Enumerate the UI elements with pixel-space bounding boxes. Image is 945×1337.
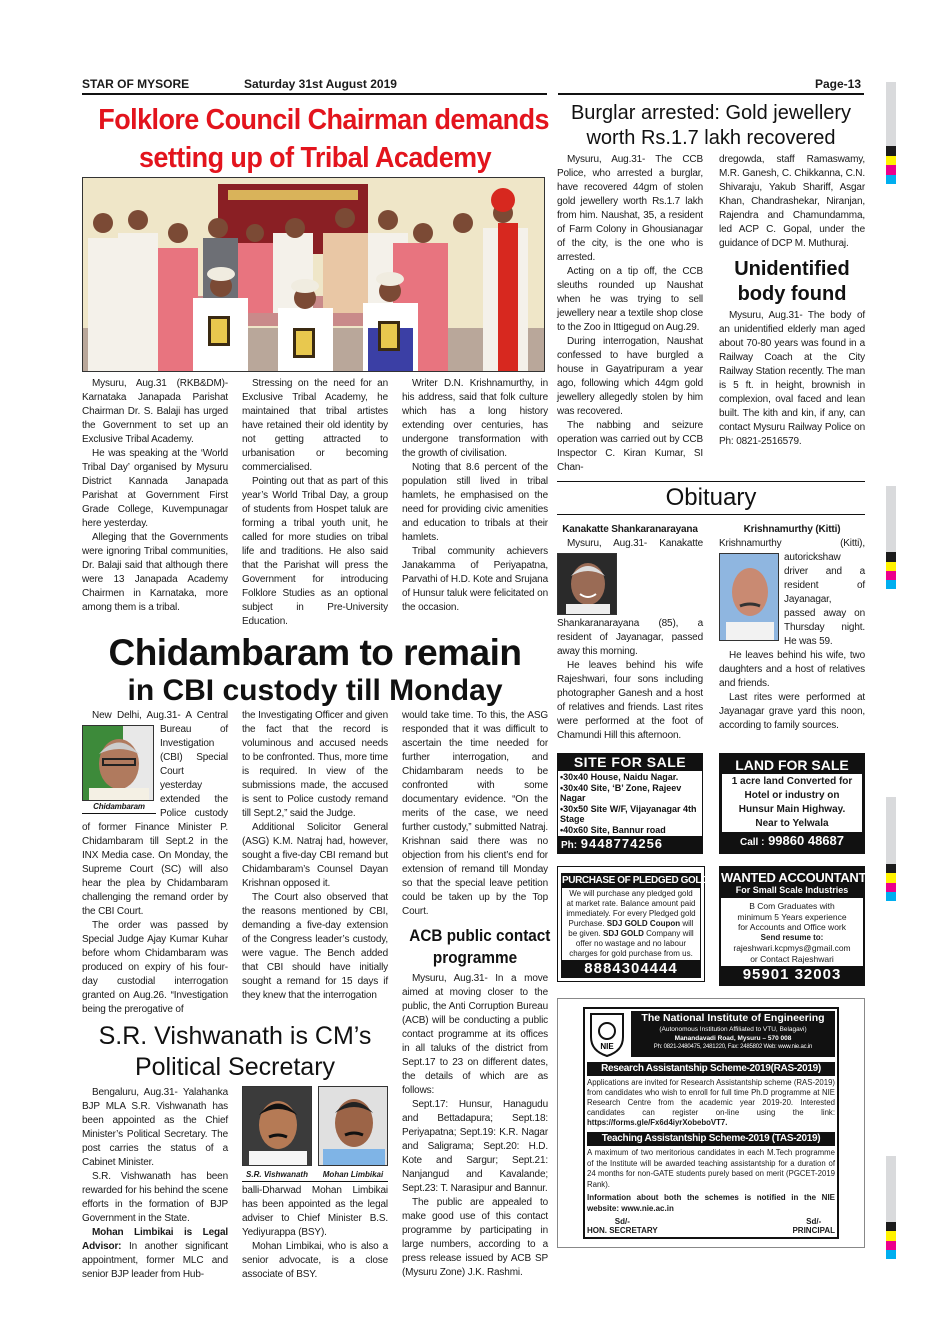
chidambaram-headline-line1: Chidambaram to remain <box>108 632 522 673</box>
paragraph: S.R. Vishwanath has been rewarded for his behind the scene efforts in the formation of BJP Government in the State. <box>82 1171 228 1224</box>
nie-ad-frame <box>583 1007 839 1239</box>
acb-headline-line1: ACB public contact <box>409 926 551 945</box>
nie-ras-title: Research Assistantship Scheme-2019(RAS-2019) <box>587 1062 835 1076</box>
folklore-headline-line1: Folklore Council Chairman demands <box>98 104 549 136</box>
vishwanath-photos <box>242 1086 388 1181</box>
obituary-name: Krishnamurthy (Kitti) <box>743 524 841 535</box>
chidambaram-photo <box>82 725 154 801</box>
svg-text:NIE: NIE <box>600 1042 614 1051</box>
folklore-headline-line2: setting up of Tribal Academy <box>138 142 492 174</box>
nie-ras-text: Applications are invited for Research Assistantship scheme (RAS-2019) from candidates who wish to enroll for full time Ph.D programme at NIE Research Centre from the academic year 2019-20. Interested candidates can register on-line using the link: https://forms.gle/Fx6d4iyrXobeboVT7. <box>587 1078 835 1127</box>
paragraph: Alleging that the Governments were ignoring Tribal communities, Dr. Balaji said that although there were 13 Janapada Academy Chairmen in Karnataka, more among them is a tribal. <box>82 532 228 613</box>
obituary-entries <box>557 523 865 743</box>
ad-item: •30x40 House, Naidu Nagar. <box>560 772 679 782</box>
paragraph: Writer D.N. Krishnamurthy, in his address, said that folk culture which has a long history extending over centuries, has undergone transformation with the growth of civilisation. <box>402 378 548 459</box>
ad-line: Hunsur Main Highway. <box>738 804 846 815</box>
paragraph: Krishnamurthy (Kitti), autorickshaw driver and a resident of Jayanagar, passed away on Thursday night. He was 59. <box>719 538 865 647</box>
paragraph: Additional Solicitor General (ASG) K.M. Natraj had, however, sought a five-day CBI remand but Chidambaram’s Counsel Dayan Krishnan opposed it. <box>242 822 388 889</box>
paragraph: New Delhi, Aug.31- A Central Bureau of Investigation (CBI) Special Court yesterday extended the Police custody of former Finance Minister P. Chidambaram till Sept.2 in the INX Media case. On Monday, the Supreme Court (SC) will also hear the plea by Chidambaram challenging the remand order by the CBI Court. <box>82 710 228 917</box>
nie-contact: Ph: 0821-2480475, 2481220, Fax: 2485802 Web: www.nie.ac.in <box>653 1044 813 1050</box>
obituary-photo-shankaranarayana <box>557 553 617 615</box>
chidambaram-columns-1-2 <box>82 709 388 1017</box>
burglar-headline <box>557 101 865 151</box>
nie-sign-right: Sd/- PRINCIPAL <box>792 1217 835 1235</box>
paragraph: Acting on a tip off, the CCB sleuths rounded up Naushat when he was trying to sell jewellery near a textile shop close to the Zoo in Ittigegud on Aug.29. <box>557 266 703 333</box>
masthead-rule <box>82 93 547 95</box>
burglar-headline-line1: Burglar arrested: Gold jewellery <box>570 102 852 124</box>
ad-items <box>558 771 702 836</box>
ad-site-for-sale <box>557 753 703 854</box>
ad-line: Send resume to: <box>760 932 824 942</box>
paragraph: Pointing out that as part of this year’s World Tribal Day, a group of students from Hospet taluk are forming a tribal youth unit, he called for more studies on tribal life and traditions. He also said that the Parishat will press the Government for introducing Folklore Studies as an optional subject in Pre-University Education. <box>242 476 388 627</box>
ad-title: PURCHASE OF PLEDGED GOLD <box>562 875 708 886</box>
lower-left-block <box>82 709 388 1282</box>
burglar-headline-line2: worth Rs.1.7 lakh recovered <box>586 127 836 149</box>
body-found-text <box>719 309 865 449</box>
paragraph: Stressing on the need for an Exclusive Tribal Academy, he maintained that tribal artistes have retained their old identity by not getting attracted to urbanisation or becoming commercialised. <box>242 378 388 473</box>
paragraph: Bengaluru, Aug.31- Yalahanka BJP MLA S.R. Vishwanath has been appointed as the Chief Minister’s Political Secretary. The post carries the status of a Cabinet Minister. <box>82 1087 228 1168</box>
chidambaram-column-2 <box>242 709 388 1003</box>
left-area <box>82 101 551 1282</box>
acb-headline <box>409 925 551 969</box>
nie-sub: (Autonomous Institution Affiliated to VTU, Belagavi) <box>659 1026 807 1033</box>
vishwanath-headline <box>82 1021 388 1083</box>
vishwanath-column-2 <box>242 1086 388 1282</box>
ad-title: SITE FOR SALE <box>558 754 702 771</box>
ad-phone: Ph: 9448774256 <box>558 836 702 853</box>
paragraph <box>82 1226 228 1282</box>
masthead-rule-right <box>558 93 864 95</box>
ad-line: Near to Yelwala <box>755 818 829 829</box>
folklore-columns <box>82 377 548 629</box>
paragraph: Mysuru, Aug.31- The CCB Police, who arrested a burglar, have recovered 44gm of stolen gold jewellery worth Rs.1.7 lakh from him. Naushat, 35, a resident of Farm Colony in Ghousianagar of the city, is the one who is arrested. <box>557 154 703 263</box>
burglar-columns <box>557 153 865 475</box>
paragraph: Sept.17: Hunsur, Hanagudu and Bettadapura; Sept.18: Periyapatna; Sept.19: K.R. Nagar and Saligrama; Sept.20: H.D. Kote and Sargur; Sept.21: Nanjangud and Kavalande; Sept.23: T. Narasipur and Bannur. <box>402 1099 548 1194</box>
acb-headline-line2: programme <box>432 948 518 967</box>
limbikai-photo-caption: Mohan Limbikai <box>322 1170 384 1179</box>
body-found-headline-line2: body found <box>737 283 847 305</box>
paragraph: Noting that 8.6 percent of the population still lived in tribal hamlets, he emphasised on the need for providing civic amenities and education to tribals at their hamlets. <box>402 462 548 543</box>
limbikai-photo-block <box>318 1086 388 1181</box>
subhead: Mohan Limbikai is Legal Advisor: <box>82 1227 228 1252</box>
obituary-entry-1 <box>557 523 703 743</box>
nie-logo <box>587 1011 627 1057</box>
lower-right-block <box>402 709 551 1280</box>
paragraph: He was speaking at the ‘World Tribal Day’ organised by Mysuru District Kannada Janapada Parishat at Government First Grade College, Kuvempunagar here yesterday. <box>82 448 228 529</box>
ads-row-2 <box>557 866 865 986</box>
chidambaram-column-1 <box>82 709 228 1017</box>
ad-item: •30x40 Site, ‘B’ Zone, Rajeev Nagar <box>560 782 682 803</box>
acb-text <box>402 972 548 1280</box>
newspaper-name: STAR OF MYSORE <box>82 77 190 91</box>
burglar-column-1 <box>557 153 703 475</box>
ad-email[interactable]: rajeshwari.kcpmys@gmail.com <box>733 943 851 953</box>
body-found-headline <box>719 257 865 307</box>
ad-subtitle: For Small Scale Industries <box>735 885 849 895</box>
ad-body <box>721 898 863 966</box>
paragraph: Mysuru, Aug.31- The body of an unidentified elderly man aged about 70-80 years was found in a Railway Coach at the City Railway Station recently. The man is 5 ft. in height, brownish in complexion, oval faced and lean built. The kith and kin, if any, can contact Mysuru Railway Police on Ph: 0821-2516579. <box>719 310 865 447</box>
subhead-text: In another significant appointment, former MLC and senior BJP leader from Hub- <box>82 1241 228 1280</box>
body-found-headline-line1: Unidentified <box>734 258 850 280</box>
paragraph: He leaves behind his wife Rajeshwari, four sons including photographer Ganesh and a host of relatives and friends. Last rites were performed at the foot of Chamundi Hill this afternoon. <box>557 660 703 741</box>
vishwanath-photo-caption: S.R. Vishwanath <box>246 1170 308 1179</box>
nie-header-row <box>587 1011 835 1057</box>
ad-wanted-accountant <box>719 866 865 986</box>
paragraph: The Court also observed that the reasons mentioned by CBI, demanding a five-day extension of the Congress leader’s custody, were vague. The Bench added that CBI should have initially sought a remand for 15 days if they knew that the interrogation <box>242 892 388 1001</box>
paragraph: Tribal community achievers Janakamma of Periyapatna, Parvathi of H.D. Kote and Srujana of Hunsur taluk were felicitated on the occasion. <box>402 546 548 613</box>
ad-lines <box>722 774 862 832</box>
paragraph: The order was passed by Special Judge Ajay Kumar Kuhar before whom Chidambaram was produced on expiry of his four-day custodial interrogation granted on Aug.26. “Investigation being the prerogative of <box>82 920 228 1015</box>
ad-title: LAND FOR SALE <box>722 756 862 774</box>
caption-rule <box>242 1181 388 1182</box>
ad-item: •40x60 Site, Bannur road <box>560 824 666 835</box>
page-number: Page-13 <box>815 77 862 91</box>
paragraph: The nabbing and seizure operation was carried out by CCB Inspector C. Kiran Kumar, SI Chan- <box>557 420 703 473</box>
nie-title: The National Institute of Engineering <box>641 1012 825 1024</box>
paragraph: He leaves behind his wife, two daughters and a host of relatives and friends. <box>719 650 865 689</box>
paragraph: would take time. To this, the ASG responded that it was difficult to ascertain the time needed for further interrogation, and Chidambaram needs to be confronted with some documentary evidence. “On the merits of the case, we need further custody,” submitted Natraj. Krishnan said there was no objection from his client’s end for extension of remand till Monday so that the special leave petition could be taken up by the Top Court. <box>402 710 548 917</box>
vishwanath-headline-line1: S.R. Vishwanath is CM’s <box>98 1022 372 1050</box>
paragraph: Mysuru, Aug.31 (RKB&DM)- Karnataka Janapada Parishat Chairman Dr. S. Balaji has urged the Government to set up an Exclusive Tribal Academy. <box>82 378 228 445</box>
ad-item: •30x50 Site W/F, Vijayanagar 4th Stage <box>560 803 697 824</box>
burglar-column-2-text <box>719 153 865 251</box>
paragraph: the Investigating Officer and given the fact that the record is voluminous and accused needs to be confronted. Thus, more time is required. In view of the submissions made, the accused is sent to Police custody remand till Sept.2,” said the Judge. <box>242 710 388 819</box>
ad-body: We will purchase any pledged gold at market rate. Balance amount paid immediately. For every Pledged gold Purchase. SDJ GOLD Coupon will be given. SDJ GOLD Company will offer no wastage and no labour charges for gold purchase from us. <box>566 889 696 958</box>
vishwanath-headline-line2: Political Secretary <box>134 1053 336 1081</box>
ad-header <box>721 868 867 898</box>
paragraph: During interrogation, Naushat confessed to have burgled a house in Gayatripuram a year ago, following which 44gm gold jewellery allegedly stolen by him was recovered. <box>557 336 703 417</box>
nie-tas-title: Teaching Assistantship Scheme-2019 (TAS-2019) <box>587 1132 835 1146</box>
obituary-name: Kanakatte Shankaranarayana <box>562 524 698 535</box>
ad-line: or Contact Rajeshwari <box>750 953 834 964</box>
ads-row-1 <box>557 753 865 854</box>
ad-land-for-sale <box>719 753 865 854</box>
ad-phone: Call : 99860 48687 <box>722 832 862 851</box>
ad-line: 1 acre land Converted for <box>731 776 853 787</box>
vishwanath-column-2-text <box>242 1184 388 1282</box>
obituary-entry-2 <box>719 523 865 733</box>
burglar-column-2 <box>719 153 865 449</box>
ad-phone: 95901 32003 <box>721 966 863 984</box>
folklore-column-3 <box>402 377 548 615</box>
obituary-rule-bottom <box>557 514 865 515</box>
vishwanath-columns <box>82 1086 388 1282</box>
vishwanath-photo <box>242 1086 312 1166</box>
lower-left-area <box>82 709 551 1282</box>
paragraph: Last rites were performed at Jayanagar grave yard this noon, according to family sources. <box>719 692 865 731</box>
paragraph: Mysuru, Aug.31- Kanakatte Shankaranarayana (85), a resident of Jayanagar, passed away this morning. <box>557 538 703 657</box>
ad-line: for Accounts and Office work <box>737 922 847 932</box>
issue-date: Saturday 31st August 2019 <box>244 77 397 91</box>
chidambaram-headline-line2: in CBI custody till Monday <box>127 674 503 707</box>
chidambaram-photo-caption: Chidambaram <box>82 801 156 814</box>
chidambaram-column-3 <box>402 709 548 919</box>
ad-phone: 8884304444 <box>562 960 700 977</box>
nie-signatures <box>587 1217 835 1235</box>
paragraph: Mohan Limbikai, who is also a senior advocate, is a close associate of BSY. <box>242 1241 388 1280</box>
event-photo <box>82 177 545 372</box>
right-area <box>557 101 865 1248</box>
ad-line: Hotel or industry on <box>744 790 840 801</box>
vishwanath-column-1 <box>82 1086 228 1282</box>
ad-line: minimum 5 Years experience <box>737 911 847 922</box>
folklore-column-1 <box>82 377 228 615</box>
ad-pledged-gold <box>557 866 708 982</box>
vishwanath-photo-block <box>242 1086 312 1181</box>
limbikai-photo <box>318 1086 388 1166</box>
nie-info: Information about both the schemes is notified in the NIE website: www.nie.ac.in <box>587 1193 835 1213</box>
paragraph: balli-Dharwad Mohan Limbikai has been appointed as the legal adviser to Chief Minister B.S. Yediyurappa (BSY). <box>242 1185 388 1238</box>
ad-nie <box>557 998 865 1248</box>
ad-line: B Com Graduates with <box>749 901 835 911</box>
paragraph: The public are appealed to make good use of this contact programme by participating in large numbers, according to a press release issued by ACB SP (Mysuru Zone) J.K. Rashmi. <box>402 1197 548 1278</box>
obituary-title: Obituary <box>665 484 757 511</box>
ad-title: WANTED ACCOUNTANT <box>721 870 867 885</box>
nie-address: Manandavadi Road, Mysuru – 570 008 <box>674 1035 792 1042</box>
paragraph: Mysuru, Aug.31- In a move aimed at moving closer to the public, the Anti Corruption Bureau (ACB) will be conducting a public contact programme at its offices in all taluks of the district from Sept.17 to 23 on different dates, the details of which are as follows: <box>402 973 548 1096</box>
chidambaram-photo-block <box>82 725 156 814</box>
nie-header <box>631 1011 835 1057</box>
folklore-column-2 <box>242 377 388 629</box>
nie-tas-text: A maximum of two meritorious candidates in each M.Tech programme of the Institute will be awarded teaching assistantship for a duration of 24 months for non-GATE students purely based on merit (PGCET-2019 Rank). <box>587 1148 835 1189</box>
nie-sign-left: Sd/- HON. SECRETARY <box>587 1217 658 1235</box>
obituary-photo-krishnamurthy <box>719 553 779 641</box>
paragraph: dregowda, staff Ramaswamy, M.R. Ganesh, C. Chikkanna, C.N. Shivaraju, Yakub Shariff, Asgar Khan, Chandrashekar, Niranjan, Rajendra and Chamundamma, led ACP C. Gopal, under the guidance of DCP M. Muthuraj. <box>719 154 865 249</box>
nie-ras-link[interactable]: https://forms.gle/Fx6d4iyrXobeboVT7. <box>587 1118 728 1127</box>
